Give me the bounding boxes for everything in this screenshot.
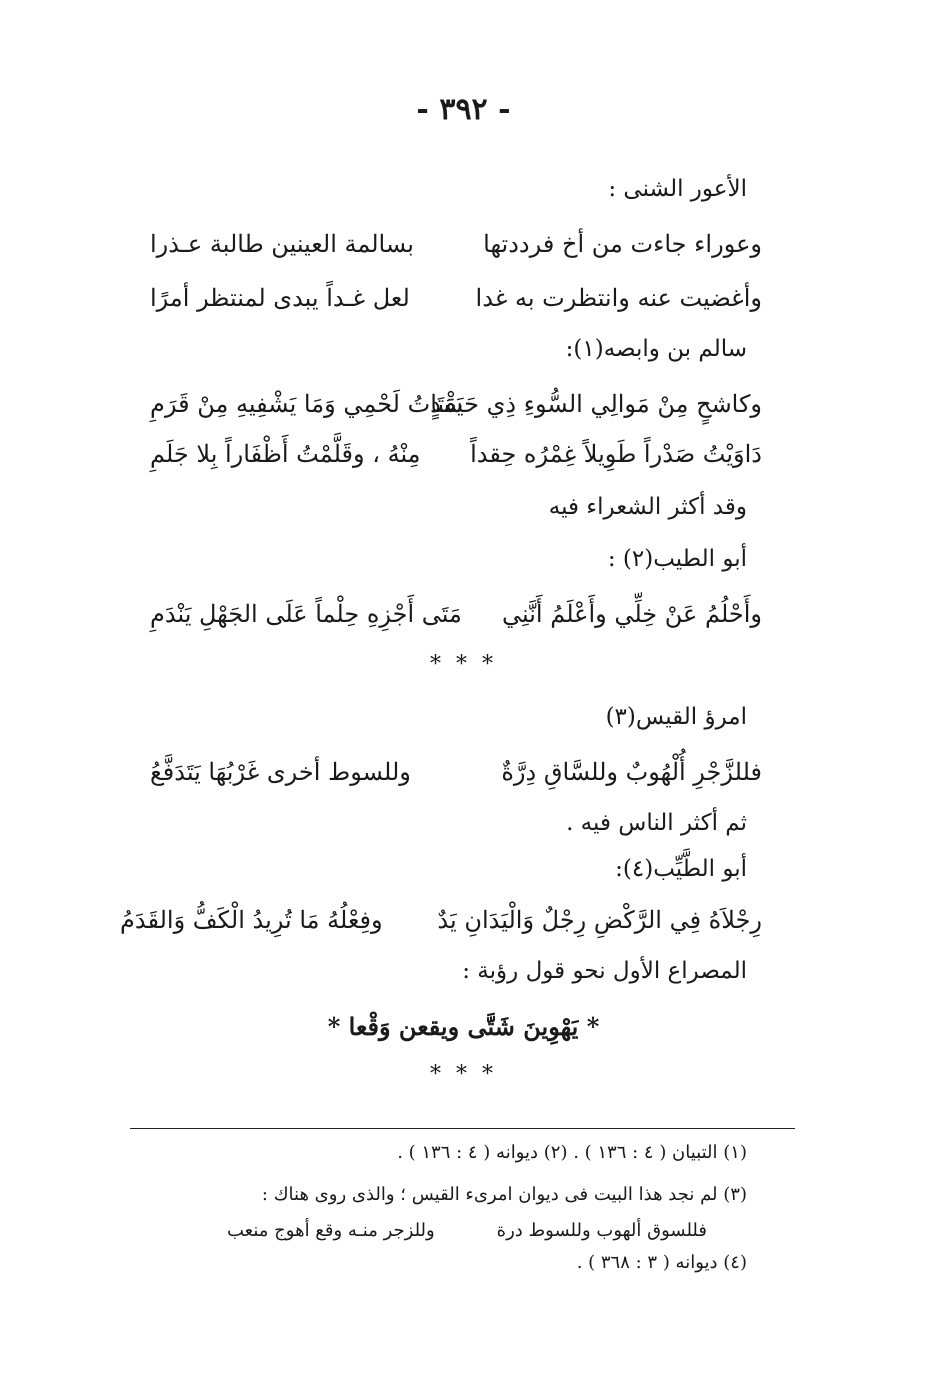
- footnote-3-first-hemistich: فللسوق ألهوب وللسوط درة: [496, 1220, 707, 1241]
- page-number: - ٣٩٢ -: [416, 92, 511, 127]
- footnote-3-second-hemistich: وللزجر منـه وقع أهوج منعب: [227, 1220, 435, 1241]
- verse-1: [120, 230, 762, 270]
- heading-al-awar: الأعور الشنى :: [608, 176, 747, 202]
- verse-4-second-hemistich: مِنْهُ ، وقَلَّمْتُ أَظْفَاراً بِلا جَلَمِ: [150, 440, 421, 468]
- text-poets-many: وقد أكثر الشعراء فيه: [548, 494, 747, 520]
- verse-5: [120, 600, 762, 640]
- footnote-1-2: (١) التبيان ( ٤ : ١٣٦ ) . (٢) ديوانه ( ٤ : ١٣٦ ) .: [397, 1142, 747, 1163]
- verse-2-second-hemistich: لعل غـداً يبدى لمنتظر أمرًا: [150, 284, 410, 312]
- heading-abu-tayyib-2: أبو الطَّيِّب(٤):: [615, 856, 747, 882]
- verse-7-first-hemistich: رِجْلاَهُ فِي الرَّكْضِ رِجْلٌ وَالْيَدَانِ يَدٌ: [437, 906, 762, 934]
- verse-3-first-hemistich: وكاشحٍ مِنْ مَوالِي السُّوءِ ذِي حَسَدٍ: [430, 390, 762, 418]
- quoted-line-ruba: * يَهْوِينَ شَتَّى ويقعن وَقْعا *: [327, 1012, 600, 1041]
- verse-6: [120, 758, 762, 798]
- verse-6-second-hemistich: وللسوط أخرى غَرْبُهَا يَتَدَفَّعُ: [150, 758, 411, 786]
- text-people-many: ثم أكثر الناس فيه .: [566, 810, 747, 836]
- heading-imru-al-qais: امرؤ القيس(٣): [605, 704, 747, 730]
- verse-7: [120, 906, 762, 946]
- verse-4-first-hemistich: دَاوَيْتُ صَدْراً طَوِيلاً غِمْرُه حِقداً: [470, 440, 762, 468]
- text-first-hemistich-note: المصراع الأول نحو قول رؤبة :: [462, 958, 747, 984]
- heading-abu-tayyib-1: أبو الطيب(٢) :: [607, 546, 747, 572]
- footnote-3: (٣) لم نجد هذا البيت فى ديوان امرىء القيس ؛ والذى روى هناك :: [261, 1184, 747, 1205]
- verse-5-second-hemistich: مَتَى أَجْزِهِ حِلْماً عَلَى الجَهْلِ يَنْدَمِ: [150, 600, 462, 628]
- verse-7-second-hemistich: وفِعْلُهُ مَا تُرِيدُ الْكَفُّ وَالقَدَمُ: [120, 906, 383, 934]
- section-divider-2: * * *: [430, 1062, 497, 1087]
- section-divider-1: * * *: [430, 652, 497, 677]
- verse-1-second-hemistich: بسالمة العينين طالبة عـذرا: [150, 230, 414, 258]
- footnote-3-verse: [227, 1220, 747, 1248]
- verse-3-second-hemistich: يَقْتَاتُ لَحْمِي وَمَا يَشْفِيهِ مِنْ قَرَمِ: [150, 390, 464, 418]
- verse-2-first-hemistich: وأغضيت عنه وانتظرت به غدا: [475, 284, 762, 312]
- verse-1-first-hemistich: وعوراء جاءت من أخ فرددتها: [483, 230, 762, 258]
- verse-2: [120, 284, 762, 324]
- footnote-separator: [130, 1128, 795, 1129]
- verse-5-first-hemistich: وأَحْلُمُ عَنْ خِلِّي وأَعْلَمُ أَنَّنِي: [502, 600, 762, 628]
- verse-4: [120, 440, 762, 480]
- heading-salim: سالم بن وابصه(١):: [565, 336, 747, 362]
- verse-3: [120, 390, 762, 430]
- footnote-4: (٤) ديوانه ( ٣ : ٣٦٨ ) .: [576, 1252, 747, 1273]
- verse-6-first-hemistich: فللزَّجْرِ أُلْهُوبٌ وللسَّاقِ دِرَّةٌ: [501, 758, 762, 786]
